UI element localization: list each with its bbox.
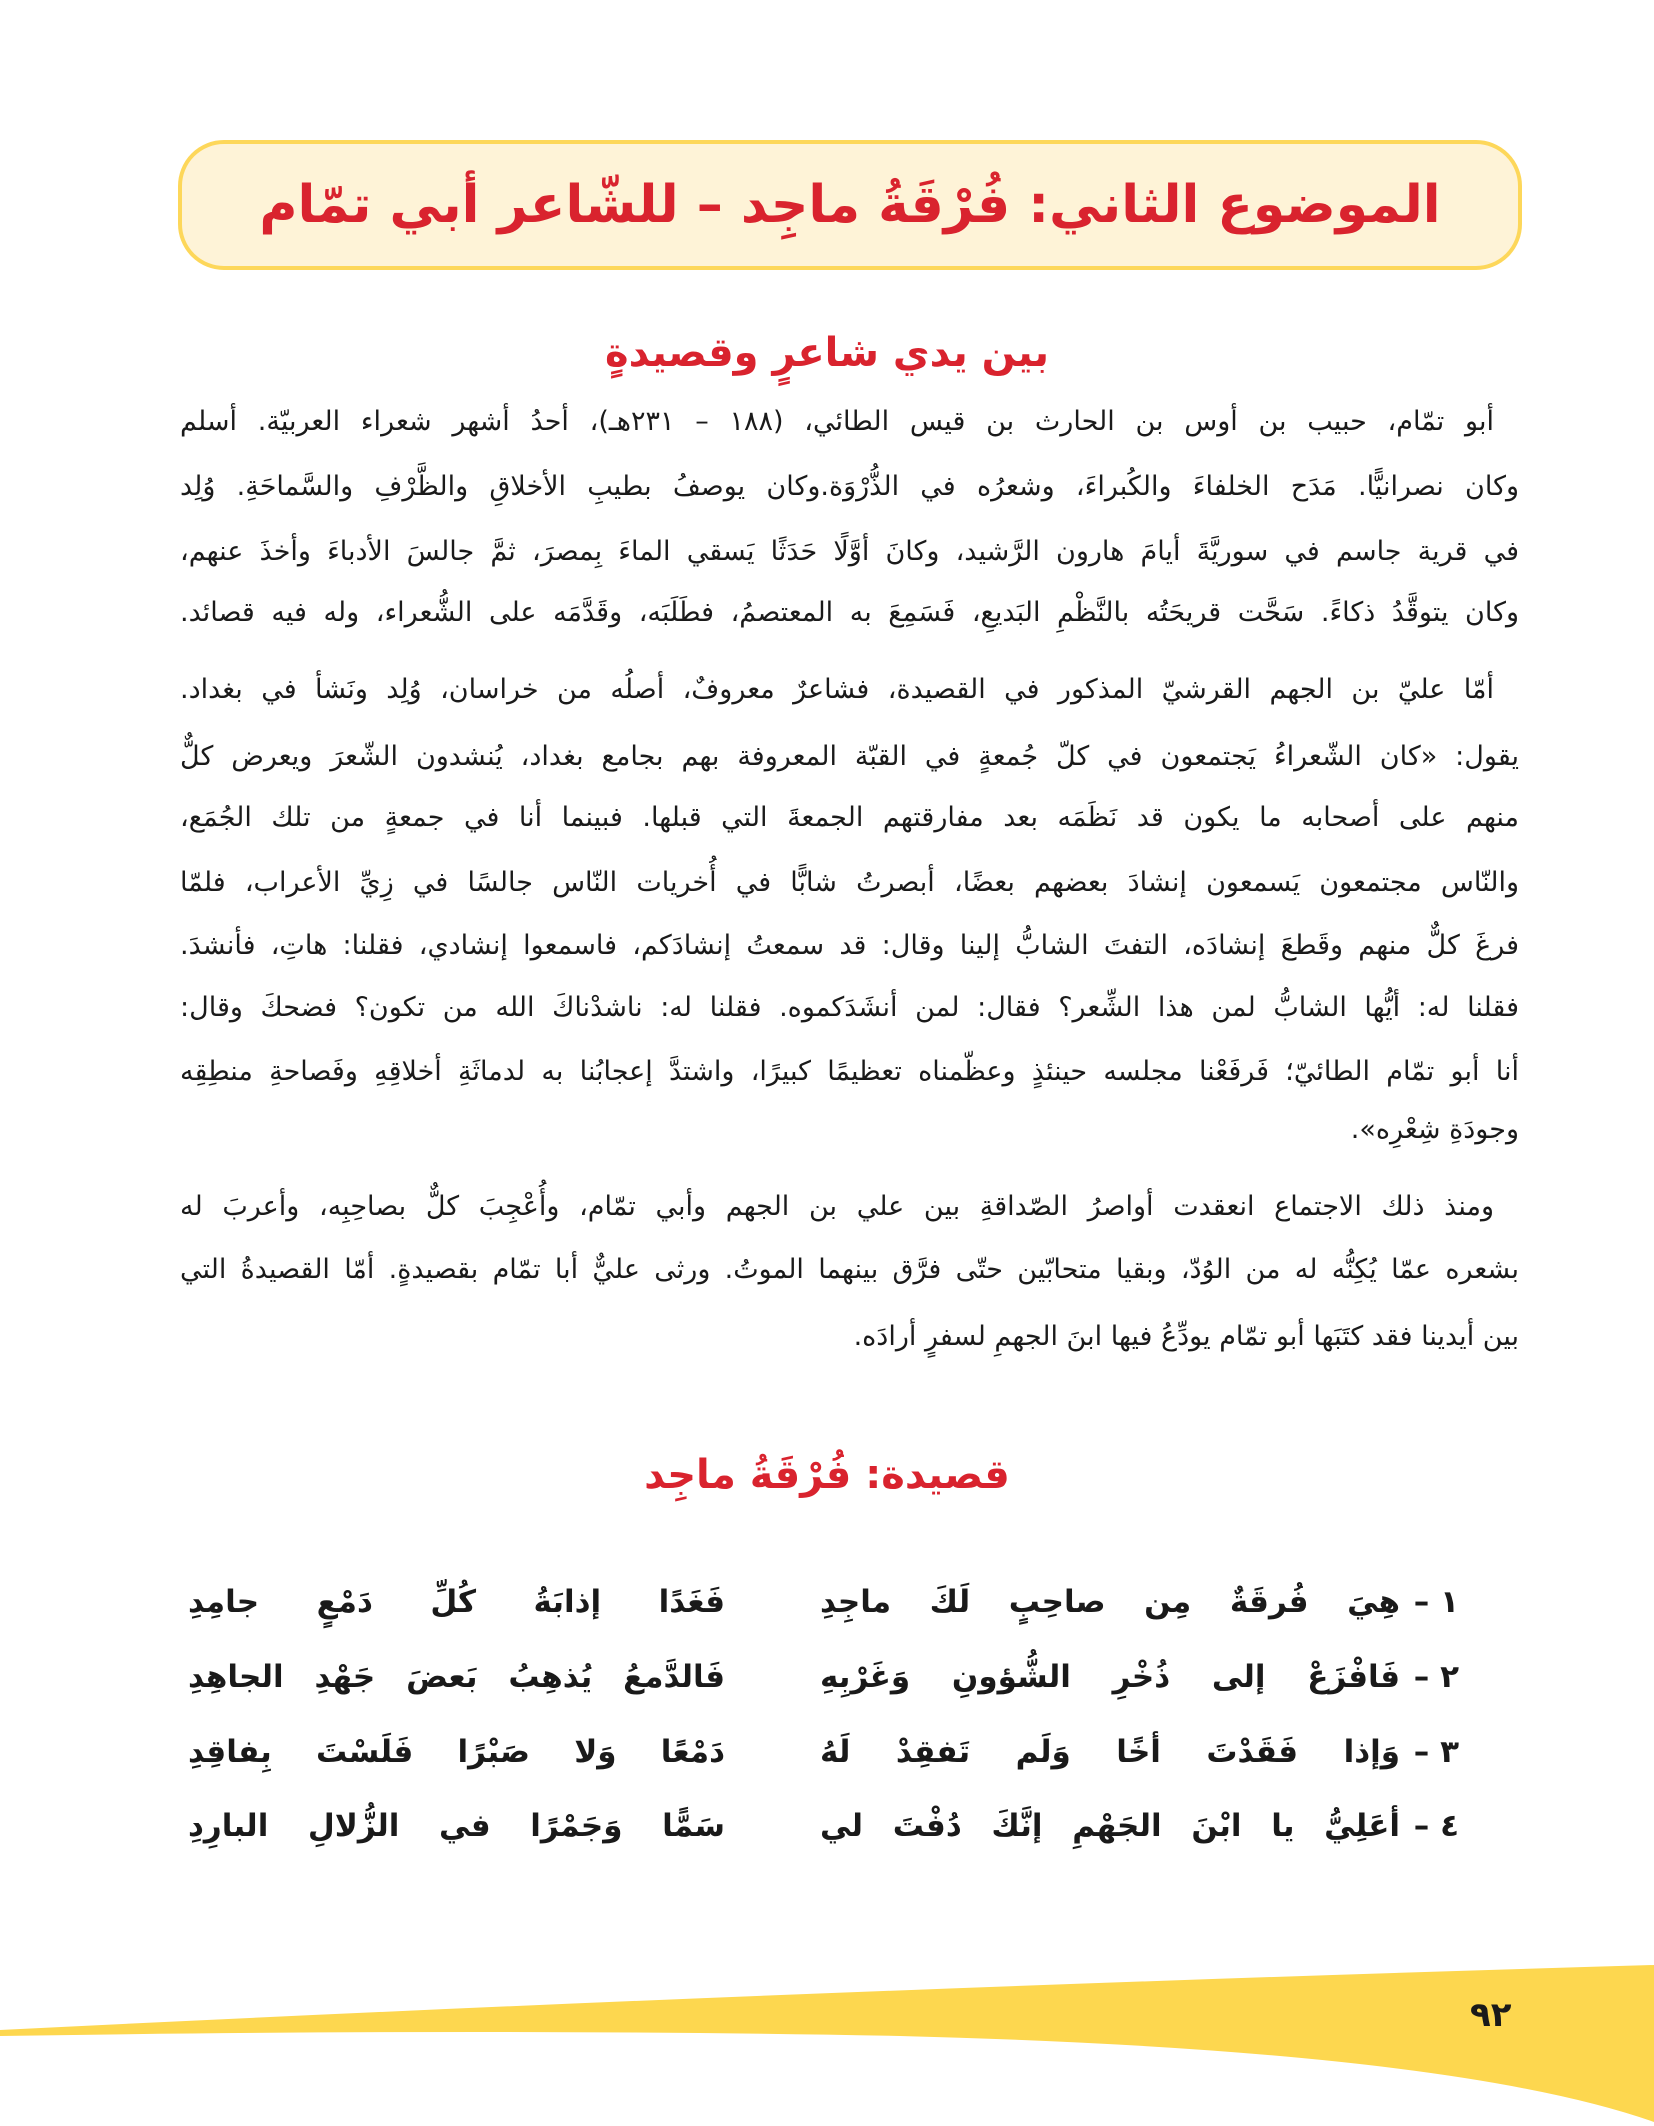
paragraph-1-line: في قرية جاسم في سوريَّةَ أيامَ هارون الرَّشيد، وكانَ أوَّلًا حَدَثًا يَسقي الماءَ بِمصرَ، ثمَّ جالسَ الأدباءَ وأخذَ عنهم،	[180, 536, 1519, 567]
verse-number: ٢ –	[1413, 1659, 1459, 1695]
verse-second-hemistich: فَغَدًا إذابَةُ كُلِّ دَمْعٍ جامِدِ	[188, 1584, 725, 1620]
paragraph-2-line: وجودَةِ شِعْرِه».	[1350, 1114, 1519, 1145]
paragraph-3-line: بشعره عمّا يُكِنُّه له من الوُدّ، وبقيا متحابّين حتّى فرَّق بينهما الموتُ. ورثى عليٌّ أبا تمّام بقصيدةٍ. أمّا القصيدةُ التي	[180, 1254, 1519, 1285]
title-banner	[178, 140, 1522, 270]
paragraph-2-line: يقول: «كان الشّعراءُ يَجتمعون في كلّ جُمعةٍ في القبّة المعروفة بهم بجامع بغداد، يُنشدون الشّعرَ ويعرض كلٌّ	[180, 741, 1519, 772]
paragraph-1-line: وكان يتوقَّدُ ذكاءً. سَحَّت قريحَتُه بالنَّظْمِ البَديعِ، فَسَمِعَ به المعتصمُ، فطَلَبَه، وقَدَّمَه على الشُّعراء، وله فيه قصائد.	[180, 597, 1519, 628]
paragraph-1-line: وكان نصرانيًّا. مَدَح الخلفاءَ والكُبراءَ، وشعرُه في الذُّرْوَة.وكان يوصفُ بطيبِ الأخلاقِ والظَّرْفِ والسَّماحَةِ. وُلِد	[180, 471, 1519, 502]
footer-decorative-band	[0, 1940, 1654, 2126]
paragraph-2-line: فقلنا له: أيُّها الشابُّ لمن هذا الشِّعر؟ فقال: لمن أنشَدَكموه. فقلنا له: ناشدْناكَ الله من تكون؟ فضحكَ وقال:	[180, 992, 1519, 1023]
page-number: ٩٢	[1470, 1995, 1512, 2035]
verse-first-hemistich: فَافْزَعْ إلى ذُخْرِ الشُّؤونِ وَغَرْبِهِ	[820, 1659, 1400, 1695]
verse-second-hemistich: فَالدَّمعُ يُذهِبُ بَعضَ جَهْدِ الجاهِدِ	[188, 1659, 725, 1695]
paragraph-1-line: أبو تمّام، حبيب بن أوس بن الحارث بن قيس الطائي، (١٨٨ – ٢٣١هـ)، أحدُ أشهر شعراء العربيّة. أسلم	[180, 406, 1494, 437]
paragraph-2-line: أمّا عليّ بن الجهم القرشيّ المذكور في القصيدة، فشاعرٌ معروفٌ، أصلُه من خراسان، وُلِد ونَشأ في بغداد.	[180, 674, 1494, 705]
verse-second-hemistich: دَمْعًا وَلا صَبْرًا فَلَسْتَ بِفاقِدِ	[188, 1734, 725, 1770]
poem-verse	[0, 1573, 1654, 1633]
verse-first-hemistich: هِيَ فُرقَةٌ مِن صاحِبٍ لَكَ ماجِدِ	[820, 1584, 1400, 1620]
paragraph-2-line: أنا أبو تمّام الطائيّ؛ فَرفَعْنا مجلسه حينئذٍ وعظّمناه تعظيمًا كبيرًا، واشتدَّ إعجابُنا به لدماثَةِ أخلاقِهِ وفَصاحةِ منطِقِه	[180, 1056, 1519, 1087]
verse-number: ٣ –	[1413, 1734, 1459, 1770]
verse-first-hemistich: وَإذا فَقَدْتَ أخًا وَلَم تَفقِدْ لَهُ	[820, 1734, 1400, 1770]
paragraph-2-line: والنّاس مجتمعون يَسمعون إنشادَ بعضهم بعضًا، أبصرتُ شابًّا في أُخريات النّاس جالسًا في زِيِّ الأعراب، فلمّا	[180, 867, 1519, 898]
paragraph-2-line: فرغَ كلٌّ منهم وقَطعَ إنشادَه، التفتَ الشابُّ إلينا وقال: قد سمعتُ إنشادَكم، فاسمعوا إنشادي، فقلنا: هاتِ، فأنشدَ.	[180, 930, 1519, 961]
page-title: الموضوع الثاني: فُرْقَةُ ماجِد – للشّاعر أبي تمّام	[259, 175, 1441, 235]
verse-number: ٤ –	[1413, 1808, 1459, 1844]
poem-verse	[0, 1723, 1654, 1783]
paragraph-3-line: ومنذ ذلك الاجتماع انعقدت أواصرُ الصّداقةِ بين علي بن الجهم وأبي تمّام، وأُعْجِبَ كلٌّ بصاحِبِه، وأعربَ له	[180, 1191, 1494, 1222]
intro-heading: بين يدي شاعرٍ وقصيدةٍ	[605, 330, 1049, 376]
verse-number: ١ –	[1413, 1584, 1459, 1620]
poem-heading: قصيدة: فُرْقَةُ ماجِد	[644, 1452, 1010, 1498]
paragraph-2-line: منهم على أصحابه ما يكون قد نَظَمَه بعد مفارقتهم الجمعةَ التي قبلها. فبينما أنا في جمعةٍ من تلك الجُمَع،	[180, 802, 1519, 833]
poem-verse	[0, 1648, 1654, 1708]
verse-second-hemistich: سَمًّا وَجَمْرًا في الزُّلالِ البارِدِ	[188, 1808, 725, 1844]
verse-first-hemistich: أعَلِيُّ يا ابْنَ الجَهْمِ إنَّكَ دُفْتَ لي	[820, 1808, 1400, 1844]
paragraph-3-line: بين أيدينا فقد كتَبَها أبو تمّام يودِّعُ فيها ابنَ الجهمِ لسفرٍ أرادَه.	[853, 1321, 1519, 1352]
poem-verse	[0, 1797, 1654, 1857]
